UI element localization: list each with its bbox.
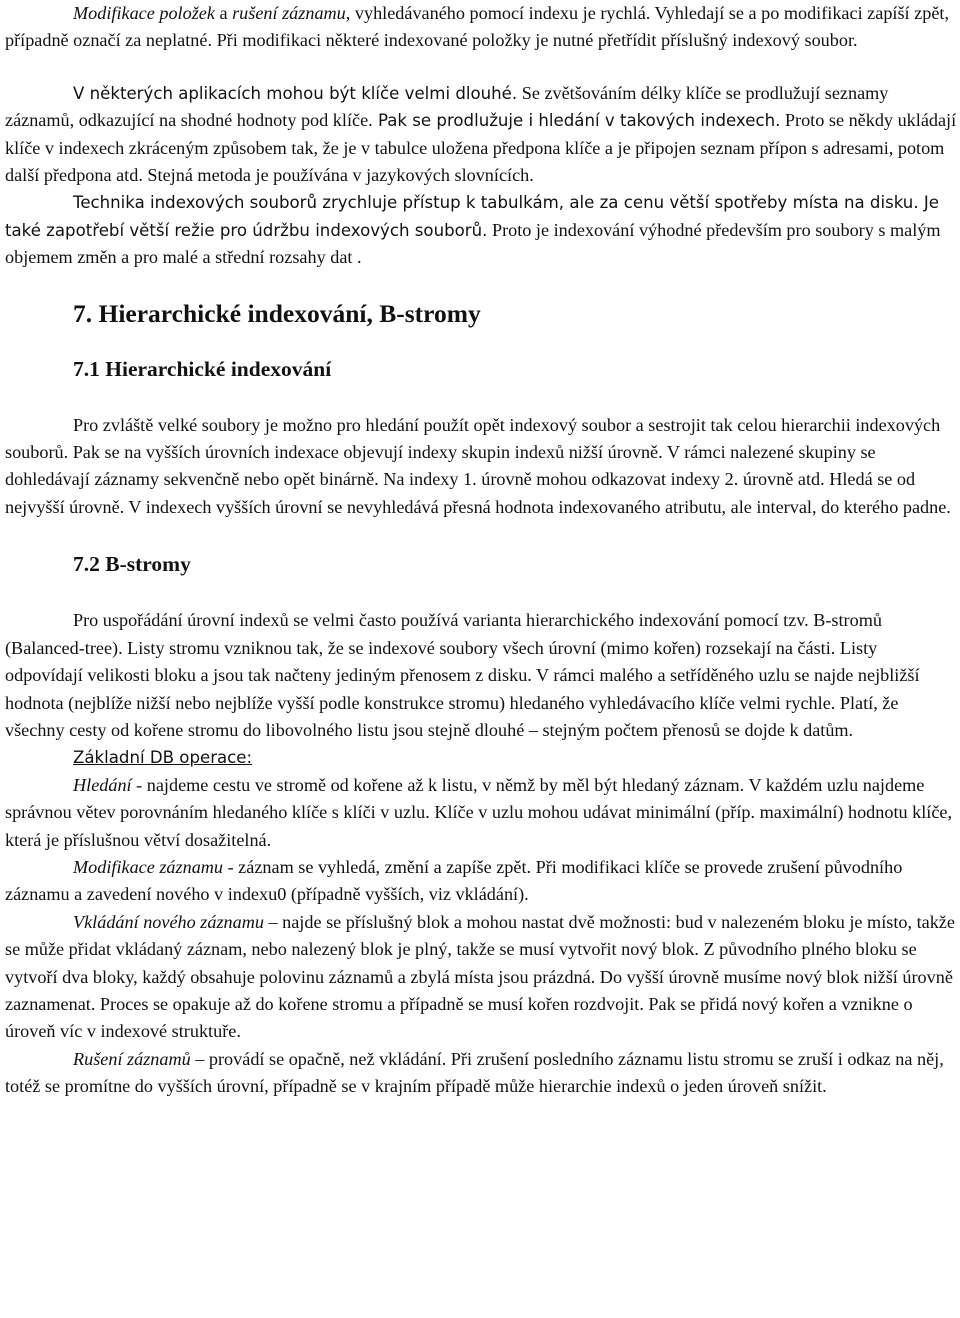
operation-vkladani-title: Vkládání nového záznamu — [73, 911, 264, 932]
operation-hledani-text: - najdeme cestu ve stromě od kořene až k listu, v němž by měl být hledaný záznam. V každém uzlu najdeme správnou větev porovnáním hledaného klíče s klíči v uzlu. Klíče v uzlu mohou udávat minimální (příp. maximální) hodnotu klíče, která je příslušnou větví dosažitelná. — [5, 774, 953, 850]
intro-p2-sans-2: Pak se prodlužuje i hledání v takových indexech. — [372, 111, 781, 131]
operations-heading-text: Základní DB operace: — [73, 748, 253, 768]
spacer — [5, 521, 957, 549]
operations-heading — [5, 744, 957, 771]
intro-italic-ruseni: rušení záznamu — [232, 3, 346, 23]
intro-p3-serif-1: Proto je indexování výhodné především pro soubory s malým objemem změn a pro malé a střední rozsahy dat . — [5, 219, 941, 268]
section-7-1-body: Pro zvláště velké soubory je možno pro hledání použít opět indexový soubor a sestrojit tak celou hierarchii indexových souborů. Pak se na vyšších úrovních indexace objevují indexy skupin indexů nižší úrovně. V rámci nalezené skupiny se dohledávají záznamy sekvenčně nebo opět binárně. Na indexy 1. úrovně mohou odkazovat indexy 2. úrovně atd. Hledá se od nejvyšší úrovně. V indexech vyšších úrovní se nevyhledává přesná hodnota indexovaného atributu, ale interval, do kterého padne. — [5, 414, 951, 517]
operation-ruseni-text: – provádí se opačně, než vkládání. Při zrušení posledního záznamu listu stromu se zruší i odkaz na něj, totéž se promítne do vyšších úrovní, případně se v krajním případě může hierarchie indexů o jeden úroveň snížit. — [5, 1048, 944, 1097]
spacer — [5, 272, 957, 298]
spacer — [5, 384, 957, 412]
operation-modifikace-text: - záznam se vyhledá, změní a zapíše zpět. Při modifikaci klíče se provede zrušení původního záznamu a zavedení nového v indexu0 (případně vyšších, viz vkládání). — [5, 856, 903, 905]
intro-paragraph-3 — [5, 189, 957, 271]
operation-hledani-title: Hledání — [73, 774, 132, 795]
spacer — [5, 55, 957, 80]
operation-modifikace-title: Modifikace záznamu — [73, 856, 224, 877]
operation-ruseni — [5, 1046, 957, 1101]
operation-hledani — [5, 772, 957, 854]
intro-p3-sans-1: Technika indexových souborů zrychluje přístup k tabulkám, ale za cenu větší spotřeby místa na disku. — [73, 193, 919, 213]
section-heading-7-1: 7.1 Hierarchické indexování — [73, 356, 332, 381]
chapter-heading: 7. Hierarchické indexování, B-stromy — [73, 298, 481, 328]
section-7-2-body: Pro uspořádání úrovní indexů se velmi často používá varianta hierarchického indexování pomocí tzv. B-stromů (Balanced-tree). Listy stromu vzniknou tak, že se indexové soubory všech úrovní (mimo kořen) rozsekají na části. Listy odpovídají velikosti bloku a jsou tak načteny jediným přenosem z disku. V rámci malého a setříděného uzlu se najde nejbližší hodnota (nejblíže nižší nebo nejblíže vyšší podle konstrukce stromu) hledaného vyhledávacího klíče velmi rychle. Platí, že všechny cesty od kořene stromu do libovolného listu jsou stejně dlouhé – stejným počtem přenosů se dojde k datům. — [5, 610, 920, 740]
spacer — [5, 330, 957, 354]
intro-paragraph-2 — [5, 80, 957, 190]
spacer — [5, 579, 957, 607]
operation-vkladani — [5, 909, 957, 1046]
operation-ruseni-title: Rušení záznamů — [73, 1048, 191, 1069]
intro-paragraph-1 — [5, 0, 957, 55]
intro-italic-modifikace: Modifikace položek — [73, 3, 215, 23]
intro-p2-serif-1: Se zvětšováním délky klíče se prodlužují seznamy záznamů, odkazující na shodné hodnoty pod klíče. — [5, 82, 889, 131]
intro-p2-serif-2: Proto se někdy ukládají klíče v indexech zkráceným způsobem tak, že je v tabulce uložena předpona klíče a je připojen seznam přípon s adresami, potom další předpona atd. Stejná metoda je používána v jazykových slovnících. — [5, 110, 957, 186]
operation-vkladani-text: – najde se příslušný blok a mohou nastat dvě možnosti: bud v nalezeném bloku je místo, takže se může přidat vkládaný záznam, nebo nalezený blok je plný, takže se musí vytvořit nový blok. Z původního plného bloku se vytvoří dva bloky, každý obsahuje polovinu záznamů a zbylá místa jsou prázdná. Do vyšší úrovně musíme nový blok nižší úrovně zaznamenat. Proces se opakuje až do kořene stromu a případně se musí kořen rozdvojit. Pak se přidá nový kořen a vznikne o úroveň víc v indexové struktuře. — [5, 911, 955, 1042]
document-page — [5, 0, 957, 1101]
operation-modifikace — [5, 854, 957, 909]
intro-text-a: a — [214, 3, 233, 23]
intro-text-rest: , vyhledávaného pomocí indexu je rychlá. Vyhledají se a po modifikaci zapíší zpět, případně označí za neplatné. Při modifikaci některé indexované položky je nutné přetřídit příslušný indexový soubor. — [5, 3, 949, 51]
section-heading-7-2: 7.2 B-stromy — [73, 552, 191, 577]
intro-p3-sans-2: Je také zapotřebí větší režie pro údržbu indexových souborů. — [5, 193, 939, 240]
intro-p2-sans-1: V některých aplikacích mohou být klíče velmi dlouhé. — [73, 83, 518, 103]
